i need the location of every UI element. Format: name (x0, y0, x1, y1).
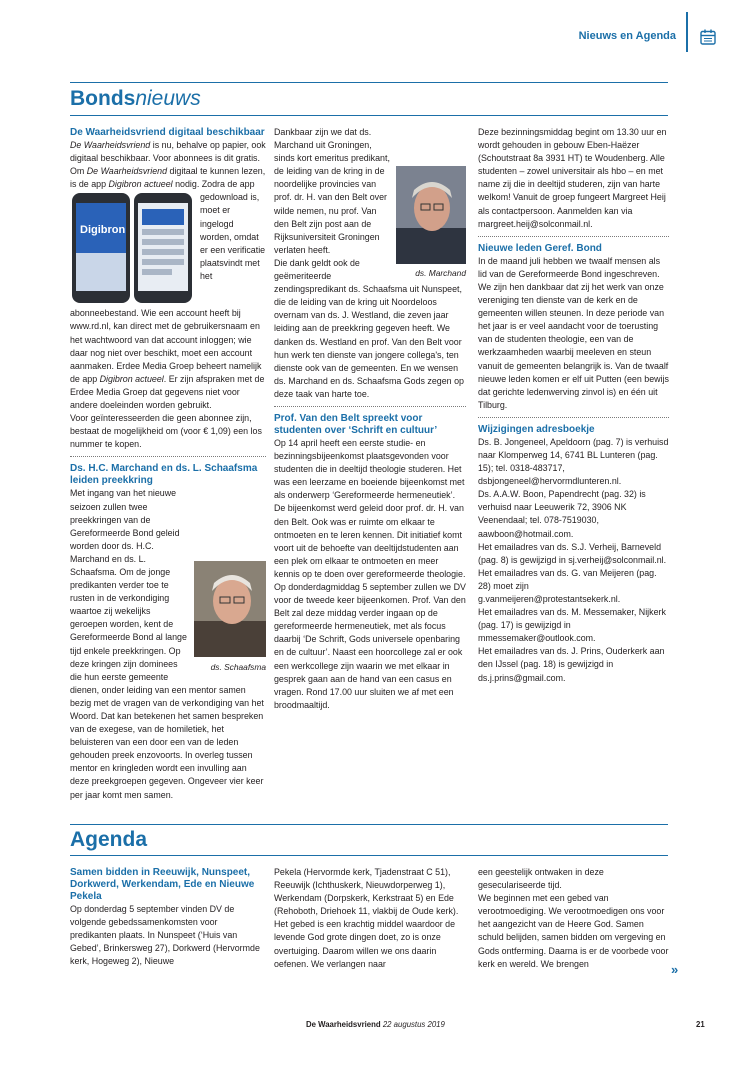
schaafsma-photo (194, 561, 266, 657)
dotted-divider (478, 236, 669, 237)
agenda-col3-p2: We beginnen met een gebed van verootmoediging. We verootmoedigen ons voor het aangezicht van de Heere God. Samen schuld belijden, samen bidden om vergeving en Gods ontferming. Daarna is er de voorbede voor kerk en wereld. We brengen (478, 893, 669, 969)
column-3 (478, 126, 669, 685)
dotted-divider (478, 417, 669, 418)
dotted-divider (70, 456, 266, 457)
article-studenten-p3: Deze bezinningsmiddag begint om 13.30 uur en wordt gehouden in gebouw Eben-Haëzer (Schoutstraat 8a 3931 HT) te Woudenberg. Alle studenten – zowel universitair als hbo – en met name zij die in deeltijd studeren, zijn van harte welkom! Vanuit de groep fungeert Margreet Heij als contactpersoon. Aanmelden kan via margreet.heij@solconmail.nl. (478, 127, 667, 229)
adres-line: Het emailadres van ds. G. van Meijeren (pag. 28) moet zijn g.vanmeijeren@protestantsekerk.nl. (478, 567, 657, 604)
calendar-icon (699, 28, 717, 46)
agenda-item-title: Samen bidden in Reeuwijk, Nunspeet, Dorkwerd, Werkendam, Ede en Nieuwe Pekela (70, 867, 255, 902)
adres-line: Het emailadres van ds. S.J. Verheij, Barneveld (pag. 8) is gewijzigd in sj.verheij@solconmail.nl. (478, 541, 667, 565)
article-preekkring-p3: Die dank geldt ook de geëmeriteerde zendingspredikant ds. Schaafsma uit Nunspeet, die de leiding van de kring uit Noordeloos overnam van ds. J. Westland, die zeven jaar leiding aan de preekkring gegeven heeft. We danken ds. Westland en prof. Van den Belt voor hun werk ten dienste van jongere collega's, ten dienste ook van de gemeenten. En we wensen ds. Marchand en ds. Schaafsma Gods zegen op deze taak van harte toe. (274, 257, 464, 399)
article-studenten-p2: Op donderdagmiddag 5 september zullen we DV voor de tweede keer bijeenkomen. Prof. Van den Belt zal deze middag verder ingaan op de gereformeerde hermeneutiek, met als focus daarbij ‘De Schrift, Gods universele openbaring en de cultuur’. Naast een hoorcollege zal er ook een werkcollege zijn waarin we met elkaar in gesprek gaan aan de hand van een casus en vragen. Rond 17.00 uur sluiten we af met een broodmaaltijd. (274, 582, 466, 710)
column-1 (70, 126, 266, 802)
header-divider (686, 12, 688, 52)
schaafsma-photo-box (194, 561, 266, 672)
digibron-app-phones-image (70, 193, 194, 305)
adres-line: Het emailadres van ds. M. Messemaker, Nijkerk (pag. 17) is gewijzigd in mmessemaker@outlook.com. (478, 607, 666, 644)
section-rule-top (70, 82, 668, 83)
footer-magazine: De Waarheidsvriend 22 augustus 2019 (306, 1020, 445, 1029)
section-label: Nieuws en Agenda (578, 30, 676, 42)
agenda-rule-bottom (70, 855, 668, 856)
digibron-brand-left: Digibron (80, 224, 126, 237)
column-2 (274, 126, 466, 712)
article-preekkring-p2: ds. Marchand Dankbaar zijn we dat ds. Marchand uit Groningen, sinds kort emeritus predikant, de leiding van de kring in de noordelijke provincies van prof. dr. H. van den Belt over wilde nemen, nu prof. Van den Belt zijn post aan de Rijksuniversiteit Groningen verlaten heeft. (274, 127, 466, 279)
article-title-nieuwe-leden: Nieuwe leden Geref. Bond (478, 242, 602, 254)
adres-line: Ds. B. Jongeneel, Apeldoorn (pag. 7) is verhuisd naar Klomperweg 14, 6741 BL Lunteren (pag. 15); tel. 0318-483717, dsbjongeneel@hervormdlunteren.nl. (478, 436, 669, 487)
article-digitaal-p3: Voor geïnteresseerden die geen abonnee zijn, bestaat de mogelijkheid om (voor € 1,09) een los nummer te kopen. (70, 413, 262, 450)
article-title-preekkring: Ds. H.C. Marchand en ds. L. Schaafsma leiden preekkring (70, 463, 258, 487)
marchand-photo (396, 166, 466, 264)
bondsnieuws-title: Bondsnieuws (70, 87, 201, 110)
agenda-col2-text: Pekela (Hervormde kerk, Tjadenstraat C 51), Reeuwijk (Ichthuskerk, Nieuwdorperweg 1), Werkendam (Dorpskerk, Kerkstraat 5) en Ede (Rehoboth, Driehoek 11, vlakbij de Oude kerk). Het gebed is een krachtig middel waardoor de levende God grote dingen doet, zo is onze overtuiging. Daarom willen we ons daarin oefenen. We verlangen naar (274, 867, 459, 969)
dotted-divider (274, 406, 466, 407)
agenda-col1-text: Op donderdag 5 september vinden DV de volgende gebedssamenkomsten voor predikanten plaats. In Nunspeet (‘Huis van Gebed’, Brinkersweg 27), Dorkwerd (Hervormde kerk, Hogeweg 2), Nieuwe (70, 904, 260, 967)
agenda-column-1 (70, 866, 266, 968)
article-studenten-p1: Op 14 april heeft een eerste studie- en bezinningsbijeenkomst plaatsgevonden voor studenten die in deeltijd theologie studeren. Het was een leerzame en boeiende bijeenkomst met als onderwerp ‘Gereformeerde hermeneutiek’. De bijeenkomst werd geleid door prof. dr. H. van den Belt. Ook was er ruimte om elkaar te ontmoeten en te leren kennen. Dit initiatief komt voort uit de behoefte van deeltijdstudenten aan een plek om elkaar te ontmoeten en meer kennis op te doen over gereformeerde theologie. (274, 437, 466, 579)
article-title-digitaal: De Waarheidsvriend digitaal beschikbaar (70, 127, 265, 138)
marchand-photo-box (396, 166, 466, 279)
article-nieuwe-leden-body: In de maand juli hebben we twaalf mensen als lid van de Gereformeerde Bond ingeschreven. We zijn hen dankbaar dat zij het werk van onze vereniging ten dienste van de kerk en de gemeenten willen steunen. In deze periode van het jaar is er veel aandacht voor de toerusting van de studenten theologie, een van de werkzaamheden waarbij meeleven en steun vanuit de gemeenten belangrijk is. Van de twaalf nieuwe leden komen er elf uit Putten (een bewijs dat gerichte ledenwerving zinvol is) en één uit Tilburg. (478, 255, 669, 410)
page-number: 21 (696, 1020, 705, 1029)
adres-line: Het emailadres van ds. J. Prins, Ouderkerk aan den IJssel (pag. 18) is gewijzigd in ds.j.prins@gmail.com. (478, 646, 665, 683)
agenda-col3-p1: een geestelijk ontwaken in deze geseculariseerde tijd. (478, 867, 604, 891)
agenda-title: Agenda (70, 828, 148, 851)
adres-line: Ds. A.A.W. Boon, Papendrecht (pag. 32) is verhuisd naar Leeuwerik 72, 3906 NK Veenendaal; tel. 078-7519030, aawboon@hotmail.com. (478, 489, 646, 539)
section-rule-bottom (70, 115, 668, 116)
article-title-adresboekje: Wijzigingen adresboekje (478, 423, 595, 435)
agenda-column-2 (274, 866, 466, 971)
marchand-caption: ds. Marchand (415, 268, 466, 279)
article-title-studenten: Prof. Van den Belt spreekt voor studenten over ‘Schrift en cultuur’ (274, 412, 438, 436)
schaafsma-caption: ds. Schaafsma (210, 661, 266, 672)
article-digitaal-p1: De Waarheidsvriend is nu, behalve op papier, ook digitaal beschikbaar. Voor abonnees is dit gratis. (70, 140, 266, 164)
agenda-column-3 (478, 866, 669, 971)
agenda-rule-top (70, 824, 668, 825)
article-digitaal-p2: Om De Waarheidsvriend digitaal te kunnen lezen, is de app Digibron actueel Digibron nodig. Zodra de app gedownload is, moet er ingelogd worden, omdat er een verificatie plaatsvindt met het abonneebestand. Wie een account heeft bij www.rd.nl, kan direct met de gebruikersnaam en het wachtwoord van dat account inloggen; wie daar nog niet over beschikt, moet een account aanmaken. Erdee Media Groep beheert namelijk de app Digibron actueel. Er zijn afspraken met de Erdee Media Groep dat gegevens niet voor andere doeleinden worden gebruikt. (70, 166, 266, 411)
continue-arrow-icon: » (671, 962, 679, 977)
article-preekkring-p1: ds. Schaafsma Met ingang van het nieuwe seizoen zullen twee preekkringen van de Gereformeerde Bond geleid worden door ds. H.C. Marchand en ds. L. Schaafsma. Om de jonge predikanten verder toe te rusten in de verkondiging waartoe zij wekelijks geroepen worden, kent de Gereformeerde Bond al lange tijd enkele preekkringen. Op deze kringen zijn dominees die hun eerste gemeente dienen, onder leiding van een mentor samen bezig met de vragen van de verkondiging van het Woord. Dat kan betekenen het samen bespreken van de exegese, van de homiletiek, het beluisteren van een door een van de leden gehouden preek enzovoorts. In overleg tussen mentor en kringleden wordt een invulling aan deze preekgroepen gegeven. Ongeveer vier keer per jaar komt men samen. (70, 488, 266, 800)
